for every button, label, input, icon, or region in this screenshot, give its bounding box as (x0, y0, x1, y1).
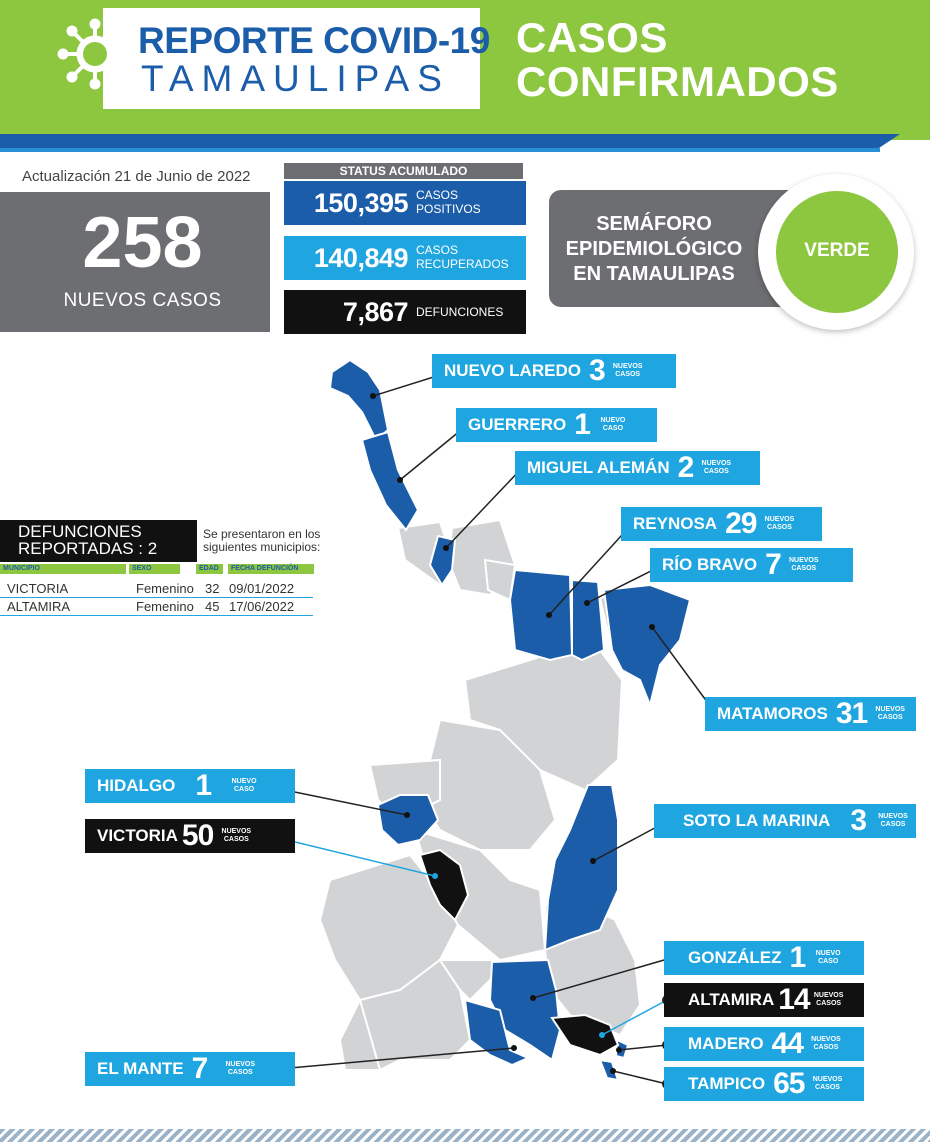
label-altamira (664, 983, 864, 1017)
label-matamoros-caption: NUEVOS CASOS (875, 706, 905, 721)
update-date: Actualización 21 de Junio de 2022 (22, 168, 251, 185)
label-madero (664, 1027, 864, 1061)
label-miguel-aleman (515, 451, 760, 485)
label-soto-la-marina (654, 804, 916, 838)
deaths-row2-municipio: ALTAMIRA (7, 599, 71, 614)
label-nuevo-laredo-caption: NUEVOS CASOS (612, 363, 643, 378)
label-tampico-count: 65 (773, 1067, 805, 1100)
region-nuevo-laredo (330, 360, 388, 440)
stat-recovered-value: 140,849 (313, 243, 408, 273)
stat-positive-label-line2: POSITIVOS (416, 202, 481, 216)
connector-nuevo-laredo (373, 375, 440, 396)
label-victoria-name: VICTORIA (97, 826, 178, 845)
stat-deaths-label: DEFUNCIONES (416, 305, 504, 319)
label-matamoros-count: 31 (835, 697, 868, 730)
deaths-row1-edad: 32 (205, 581, 220, 596)
label-el-mante-name: EL MANTE (97, 1059, 184, 1078)
report-state: TAMAULIPAS (141, 58, 450, 99)
label-victoria-caption: NUEVOS CASOS (221, 828, 252, 843)
semaforo-label-line1: SEMÁFORO (596, 213, 712, 235)
label-altamira-name: ALTAMIRA (688, 990, 775, 1009)
label-tampico-caption: NUEVOS CASOS (812, 1076, 843, 1091)
deaths-row2-edad: 45 (205, 599, 220, 614)
label-rio-bravo (650, 548, 853, 582)
region-guerrero (362, 432, 418, 530)
label-hidalgo-count: 1 (195, 769, 212, 802)
label-nuevo-laredo-name: NUEVO LAREDO (444, 361, 581, 380)
deaths-row1-sexo: Femenino (136, 581, 194, 596)
label-altamira-count: 14 (778, 983, 810, 1016)
label-miguel-aleman-name: MIGUEL ALEMÁN (527, 458, 670, 477)
new-cases-number: 258 (82, 203, 203, 283)
semaforo-label-line2: EPIDEMIOLÓGICO (565, 238, 743, 260)
label-victoria-count: 50 (181, 819, 214, 852)
label-madero-caption: NUEVOS CASOS (811, 1036, 841, 1051)
label-reynosa-name: REYNOSA (633, 514, 718, 533)
label-gonzalez-count: 1 (789, 941, 806, 974)
deaths-row2-sexo: Femenino (136, 599, 194, 614)
label-soto-la-marina-caption: NUEVOS CASOS (878, 813, 908, 828)
label-reynosa (621, 507, 822, 541)
new-cases-label: NUEVOS CASOS (63, 290, 222, 311)
label-gonzalez-name: GONZÁLEZ (688, 948, 782, 967)
header-subtitle-line2: CONFIRMADOS (516, 58, 839, 105)
semaforo-status: VERDE (804, 240, 870, 261)
header-subtitle-line1: CASOS (516, 14, 668, 61)
label-guerrero-name: GUERRERO (468, 415, 567, 434)
label-matamoros (705, 697, 916, 731)
deaths-col-fecha: FECHA DEFUNCIÓN (228, 564, 314, 574)
label-guerrero-caption: NUEVO CASO (600, 417, 626, 432)
label-hidalgo-name: HIDALGO (97, 776, 176, 795)
label-madero-name: MADERO (688, 1034, 764, 1053)
deaths-row2-fecha: 17/06/2022 (229, 599, 295, 614)
label-gonzalez (664, 941, 864, 975)
label-reynosa-count: 29 (725, 507, 757, 540)
label-rio-bravo-name: RÍO BRAVO (662, 555, 758, 574)
label-tampico-name: TAMPICO (688, 1074, 766, 1093)
label-reynosa-caption: NUEVOS CASOS (764, 516, 795, 531)
deaths-row1-fecha: 09/01/2022 (229, 581, 295, 596)
label-madero-count: 44 (771, 1027, 803, 1060)
label-soto-la-marina-name: SOTO LA MARINA (683, 811, 831, 830)
connector-tampico (613, 1071, 667, 1084)
label-hidalgo (85, 769, 295, 803)
label-miguel-aleman-caption: NUEVOS CASOS (701, 460, 732, 475)
stat-positive-value: 150,395 (313, 188, 408, 218)
label-nuevo-laredo-count: 3 (588, 354, 605, 387)
deaths-col-municipio: MUNICIPIO (0, 564, 126, 574)
label-rio-bravo-count: 7 (765, 548, 781, 581)
stat-positive-label-line1: CASOS (416, 188, 459, 202)
stat-recovered-label-line1: CASOS (416, 243, 459, 257)
label-hidalgo-caption: NUEVO CASO (231, 778, 257, 793)
label-el-mante-count: 7 (191, 1052, 208, 1085)
label-miguel-aleman-count: 2 (677, 451, 694, 484)
deaths-note-line2: siguientes municipios: (203, 540, 321, 554)
report-title: REPORTE COVID-19 (138, 20, 490, 61)
label-gonzalez-caption: NUEVO CASO (815, 950, 841, 965)
region-reynosa (510, 570, 572, 660)
label-nuevo-laredo (432, 354, 676, 388)
deaths-row1-municipio: VICTORIA (7, 581, 69, 596)
label-soto-la-marina-count: 3 (850, 804, 867, 837)
deaths-title-line2: REPORTADAS : 2 (18, 539, 158, 558)
semaforo-label-line3: EN TAMAULIPAS (573, 263, 735, 285)
label-altamira-caption: NUEVOS CASOS (813, 992, 844, 1007)
deaths-title-line1: DEFUNCIONES (18, 522, 142, 541)
label-guerrero-count: 1 (574, 408, 590, 441)
stat-deaths-value: 7,867 (342, 297, 408, 327)
footer-stripe (0, 1129, 930, 1142)
region-rio-bravo (572, 580, 604, 660)
stat-recovered-label-line2: RECUPERADOS (416, 257, 509, 271)
label-matamoros-name: MATAMOROS (717, 704, 828, 723)
deaths-col-sexo: SEXO (129, 564, 180, 574)
deaths-note-line1: Se presentaron en los (203, 527, 321, 541)
label-rio-bravo-caption: NUEVOS CASOS (788, 557, 819, 572)
deaths-col-edad: EDAD (196, 564, 223, 574)
label-victoria (85, 819, 295, 853)
label-guerrero (456, 408, 657, 442)
status-title: STATUS ACUMULADO (284, 163, 523, 179)
label-tampico (664, 1067, 864, 1101)
label-el-mante (85, 1052, 295, 1086)
label-el-mante-caption: NUEVOS CASOS (225, 1061, 256, 1076)
